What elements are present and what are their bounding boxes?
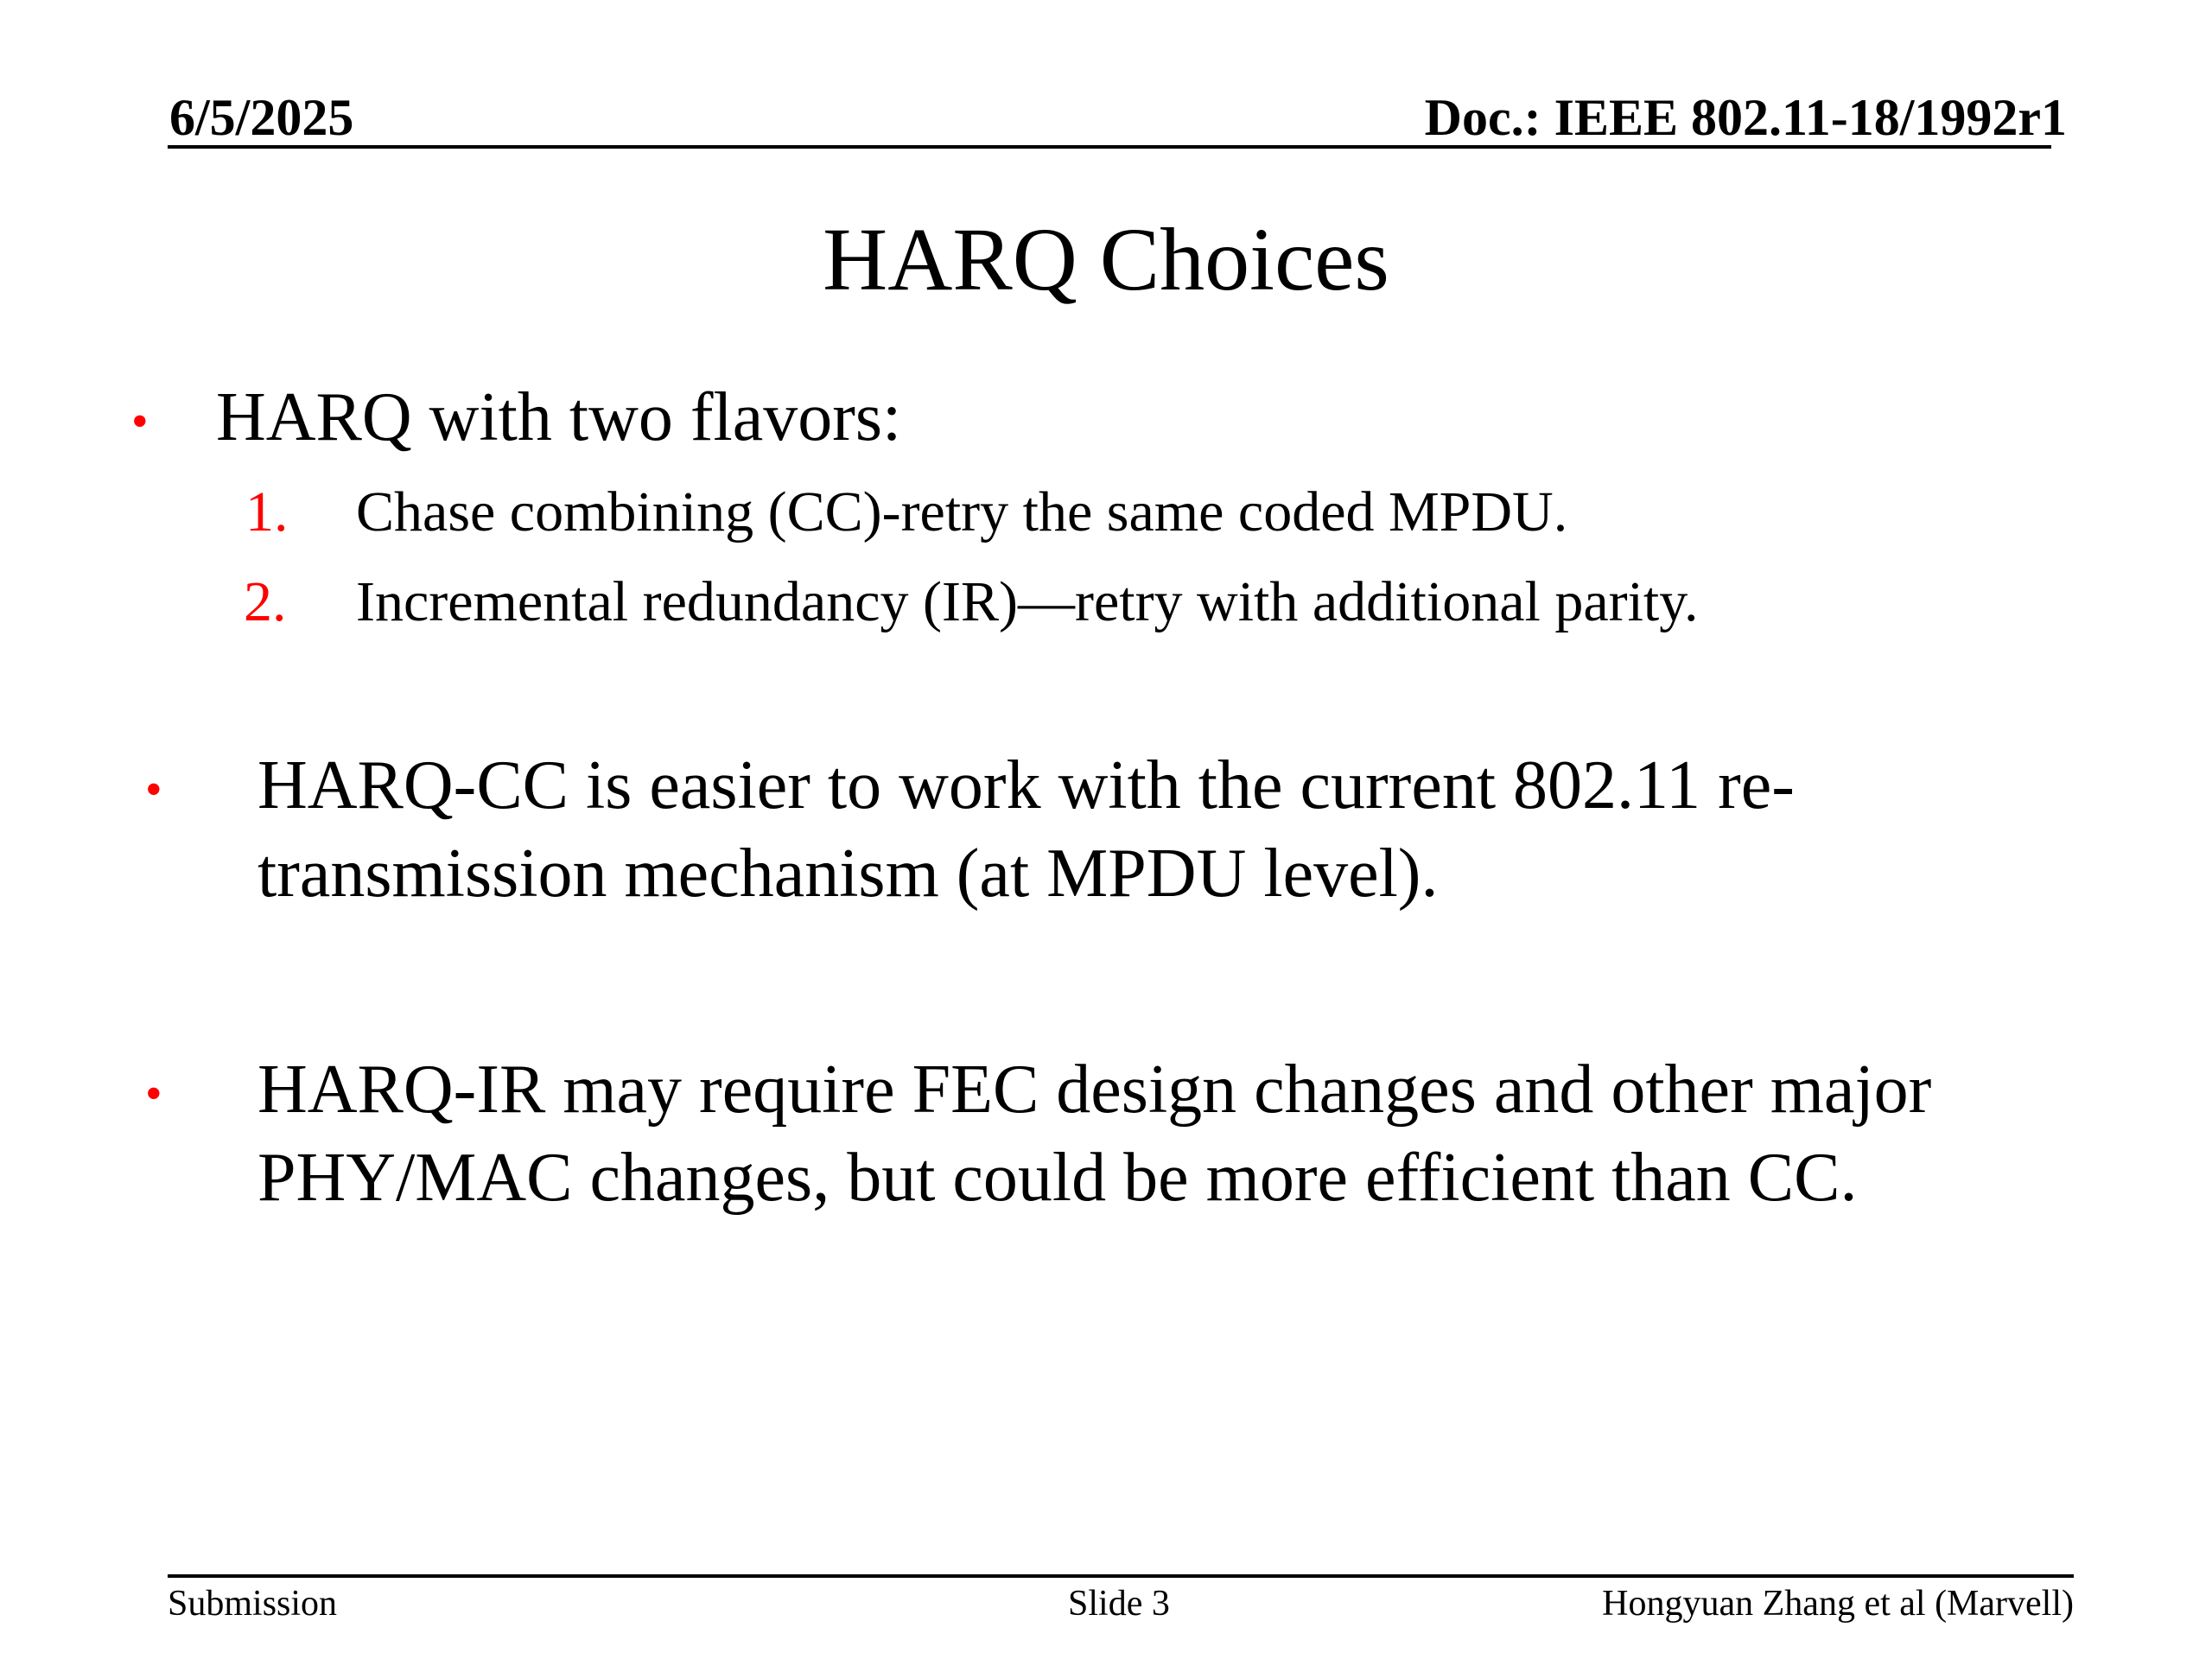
header-date: 6/5/2025 <box>169 89 354 146</box>
footer-submission: Submission <box>168 1584 338 1624</box>
bullet-marker: • <box>145 1067 162 1121</box>
bullet-text-line: HARQ-IR may require FEC design changes and other major <box>257 1052 1932 1128</box>
bullet-text <box>257 1046 1931 1222</box>
bullet-text-line: HARQ-CC is easier to work with the current 802.11 re- <box>257 747 1795 823</box>
bullet-text-line: PHY/MAC changes, but could be more efficient than CC. <box>257 1140 1858 1216</box>
bullet-text: HARQ with two flavors: <box>216 379 902 455</box>
bullet-text <box>257 741 1795 918</box>
header-divider <box>168 145 2051 149</box>
subitem-text: Chase combining (CC)-retry the same coded MPDU. <box>356 480 1568 543</box>
subitem-text: Incremental redundancy (IR)—retry with additional parity. <box>356 570 1699 633</box>
footer-divider <box>168 1574 2074 1578</box>
bullet-marker: • <box>145 763 162 817</box>
footer-slide-number: Slide 3 <box>1068 1584 1170 1624</box>
subitem-number: 2. <box>244 570 287 633</box>
bullet-text-line: transmission mechanism (at MPDU level). <box>257 836 1439 912</box>
footer-author: Hongyuan Zhang et al (Marvell) <box>1602 1584 2074 1624</box>
slide-title: HARQ Choices <box>823 210 1389 309</box>
header-doc-id: Doc.: IEEE 802.11-18/1992r1 <box>1424 89 2067 146</box>
bullet-marker: • <box>131 395 149 448</box>
subitem-number: 1. <box>245 480 289 543</box>
